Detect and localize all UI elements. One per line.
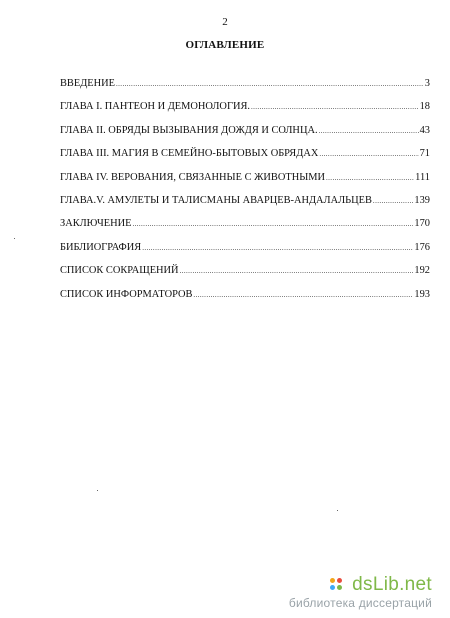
- table-of-contents: [60, 78, 430, 312]
- toc-dot-leader: [132, 220, 413, 228]
- watermark-dot: [337, 578, 342, 583]
- page-number: 2: [222, 16, 228, 28]
- scan-speck: [97, 490, 98, 491]
- toc-entry-label: ГЛАВА III. МАГИЯ В СЕМЕЙНО-БЫТОВЫХ ОБРЯДАХ: [60, 148, 319, 160]
- toc-entry-label: СПИСОК ИНФОРМАТОРОВ: [60, 288, 193, 300]
- toc-entry: [60, 172, 430, 195]
- toc-entry-page: 192: [414, 265, 430, 277]
- toc-entry-label: ВВЕДЕНИЕ: [60, 78, 115, 89]
- toc-entry: [60, 148, 430, 171]
- toc-entry-label: ГЛАВА.V. АМУЛЕТЫ И ТАЛИСМАНЫ АВАРЦЕВ-АНДАЛАЛЬЦЕВ: [60, 194, 372, 206]
- toc-entry-page: 3: [424, 78, 430, 89]
- toc-dot-leader: [319, 127, 419, 135]
- toc-dot-leader: [116, 80, 424, 88]
- scan-speck: [14, 238, 15, 239]
- scan-speck: [337, 510, 338, 511]
- toc-entry-label: ЗАКЛЮЧЕНИЕ: [60, 218, 132, 230]
- toc-entry-page: 111: [415, 171, 430, 183]
- toc-entry: [60, 265, 430, 288]
- toc-dot-leader: [251, 103, 419, 111]
- toc-entry-page: 139: [414, 194, 430, 206]
- toc-entry: [60, 242, 430, 265]
- toc-dot-leader: [180, 267, 414, 275]
- toc-entry: [60, 289, 430, 312]
- toc-entry-page: 18: [419, 101, 430, 113]
- toc-dot-leader: [373, 197, 413, 205]
- toc-entry-page: 71: [419, 148, 430, 160]
- toc-entry-page: 170: [414, 218, 430, 230]
- toc-entry-label: ГЛАВА I. ПАНТЕОН И ДЕМОНОЛОГИЯ.: [60, 101, 250, 113]
- watermark-tagline: библиотека диссертаций: [288, 596, 432, 610]
- toc-entry-label: СПИСОК СОКРАЩЕНИЙ: [60, 265, 179, 277]
- toc-entry-label: ГЛАВА IV. ВЕРОВАНИЯ, СВЯЗАННЫЕ С ЖИВОТНЫМИ: [60, 171, 325, 183]
- toc-dot-leader: [319, 150, 418, 158]
- toc-entry: [60, 125, 430, 148]
- watermark-dot: [337, 585, 342, 590]
- toc-title: ОГЛАВЛЕНИЕ: [185, 39, 265, 51]
- toc-entry: [60, 78, 430, 101]
- toc-entry-page: 193: [414, 288, 430, 300]
- watermark-logo: dsLib.net: [352, 574, 432, 595]
- toc-entry-page: 43: [419, 124, 430, 136]
- toc-entry-page: 176: [414, 241, 430, 253]
- toc-dot-leader: [193, 291, 413, 299]
- toc-entry: [60, 195, 430, 218]
- watermark-dot: [330, 585, 335, 590]
- toc-dot-leader: [142, 244, 413, 252]
- watermark-dot: [330, 578, 335, 583]
- toc-entry: [60, 218, 430, 241]
- watermark: [232, 574, 432, 610]
- toc-entry: [60, 101, 430, 124]
- toc-entry-label: ГЛАВА II. ОБРЯДЫ ВЫЗЫВАНИЯ ДОЖДЯ И СОЛНЦА.: [60, 124, 318, 136]
- toc-entry-label: БИБЛИОГРАФИЯ: [60, 241, 142, 253]
- toc-dot-leader: [326, 174, 414, 182]
